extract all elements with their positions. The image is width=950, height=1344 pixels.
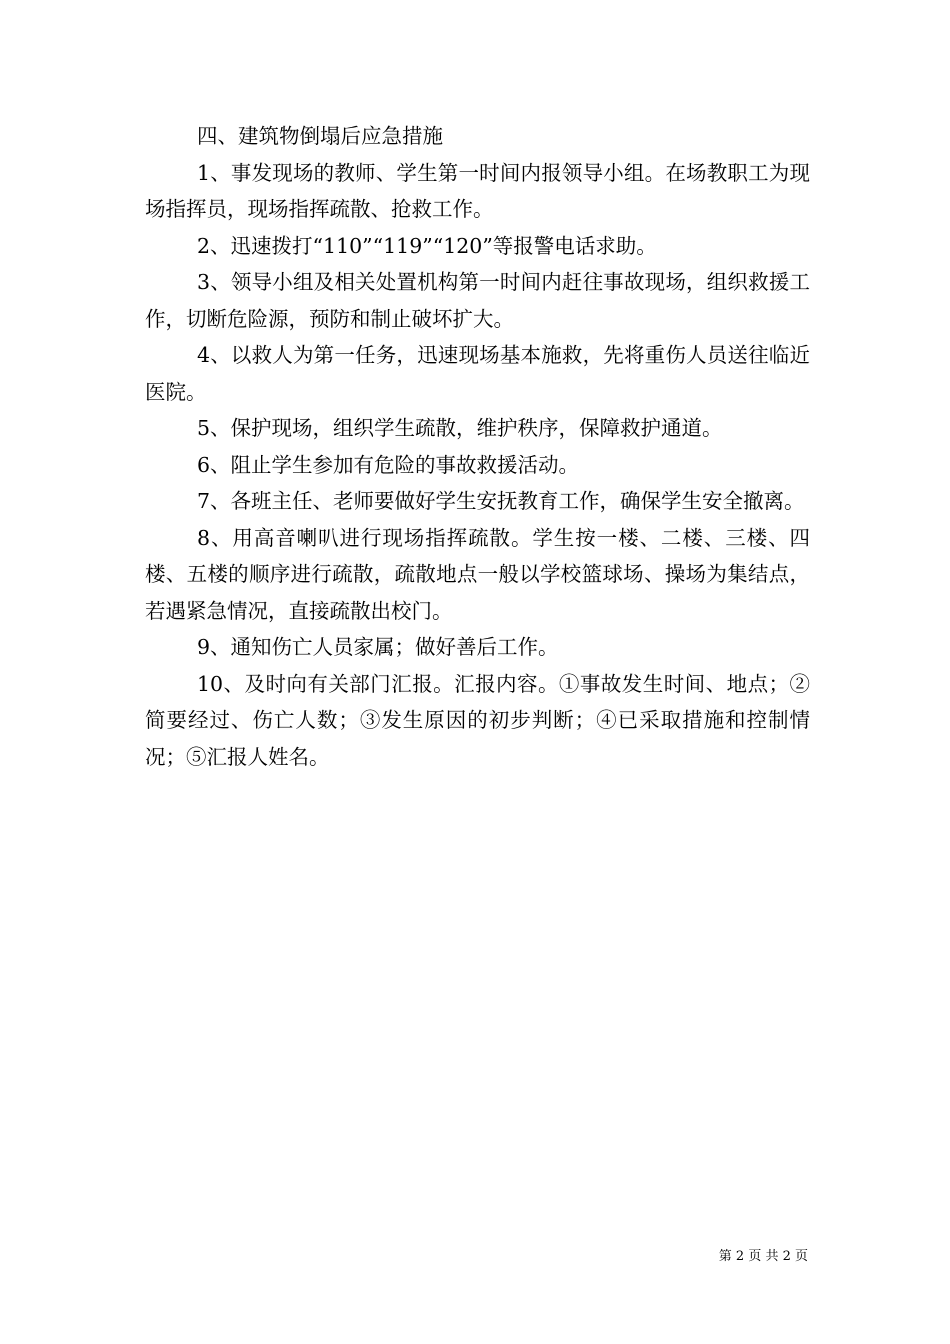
paragraph-1: 1、事发现场的教师、学生第一时间内报领导小组。在场教职工为现场指挥员，现场指挥疏散、抢救工作。 xyxy=(145,160,810,221)
paragraph-8: 8、用高音喇叭进行现场指挥疏散。学生按一楼、二楼、三楼、四楼、五楼的顺序进行疏散，疏散地点一般以学校篮球场、操场为集结点，若遇紧急情况，直接疏散出校门。 xyxy=(145,525,810,623)
paragraph-9: 9、通知伤亡人员家属；做好善后工作。 xyxy=(197,635,559,659)
paragraph-4: 4、以救人为第一任务，迅速现场基本施救，先将重伤人员送往临近医院。 xyxy=(145,343,810,404)
paragraph-5: 5、保护现场，组织学生疏散，维护秩序，保障救护通道。 xyxy=(197,416,723,440)
paragraph-3: 3、领导小组及相关处置机构第一时间内赶往事故现场，组织救援工作，切断危险源，预防和制止破坏扩大。 xyxy=(145,270,810,331)
section-heading: 四、建筑物倒塌后应急措施 xyxy=(197,124,443,148)
page-number-footer: 第 2 页 共 2 页 xyxy=(718,1249,808,1264)
paragraph-6: 6、阻止学生参加有危险的事故救援活动。 xyxy=(197,452,580,477)
paragraph-2: 2、迅速拨打“110”“119”“120”等报警电话求助。 xyxy=(197,233,657,258)
document-body xyxy=(145,118,810,775)
paragraph-10: 10、及时向有关部门汇报。汇报内容。①事故发生时间、地点；②简要经过、伤亡人数；③发生原因的初步判断；④已采取措施和控制情况；⑤汇报人姓名。 xyxy=(145,671,810,769)
paragraph-7: 7、各班主任、老师要做好学生安抚教育工作，确保学生安全撤离。 xyxy=(197,489,805,513)
